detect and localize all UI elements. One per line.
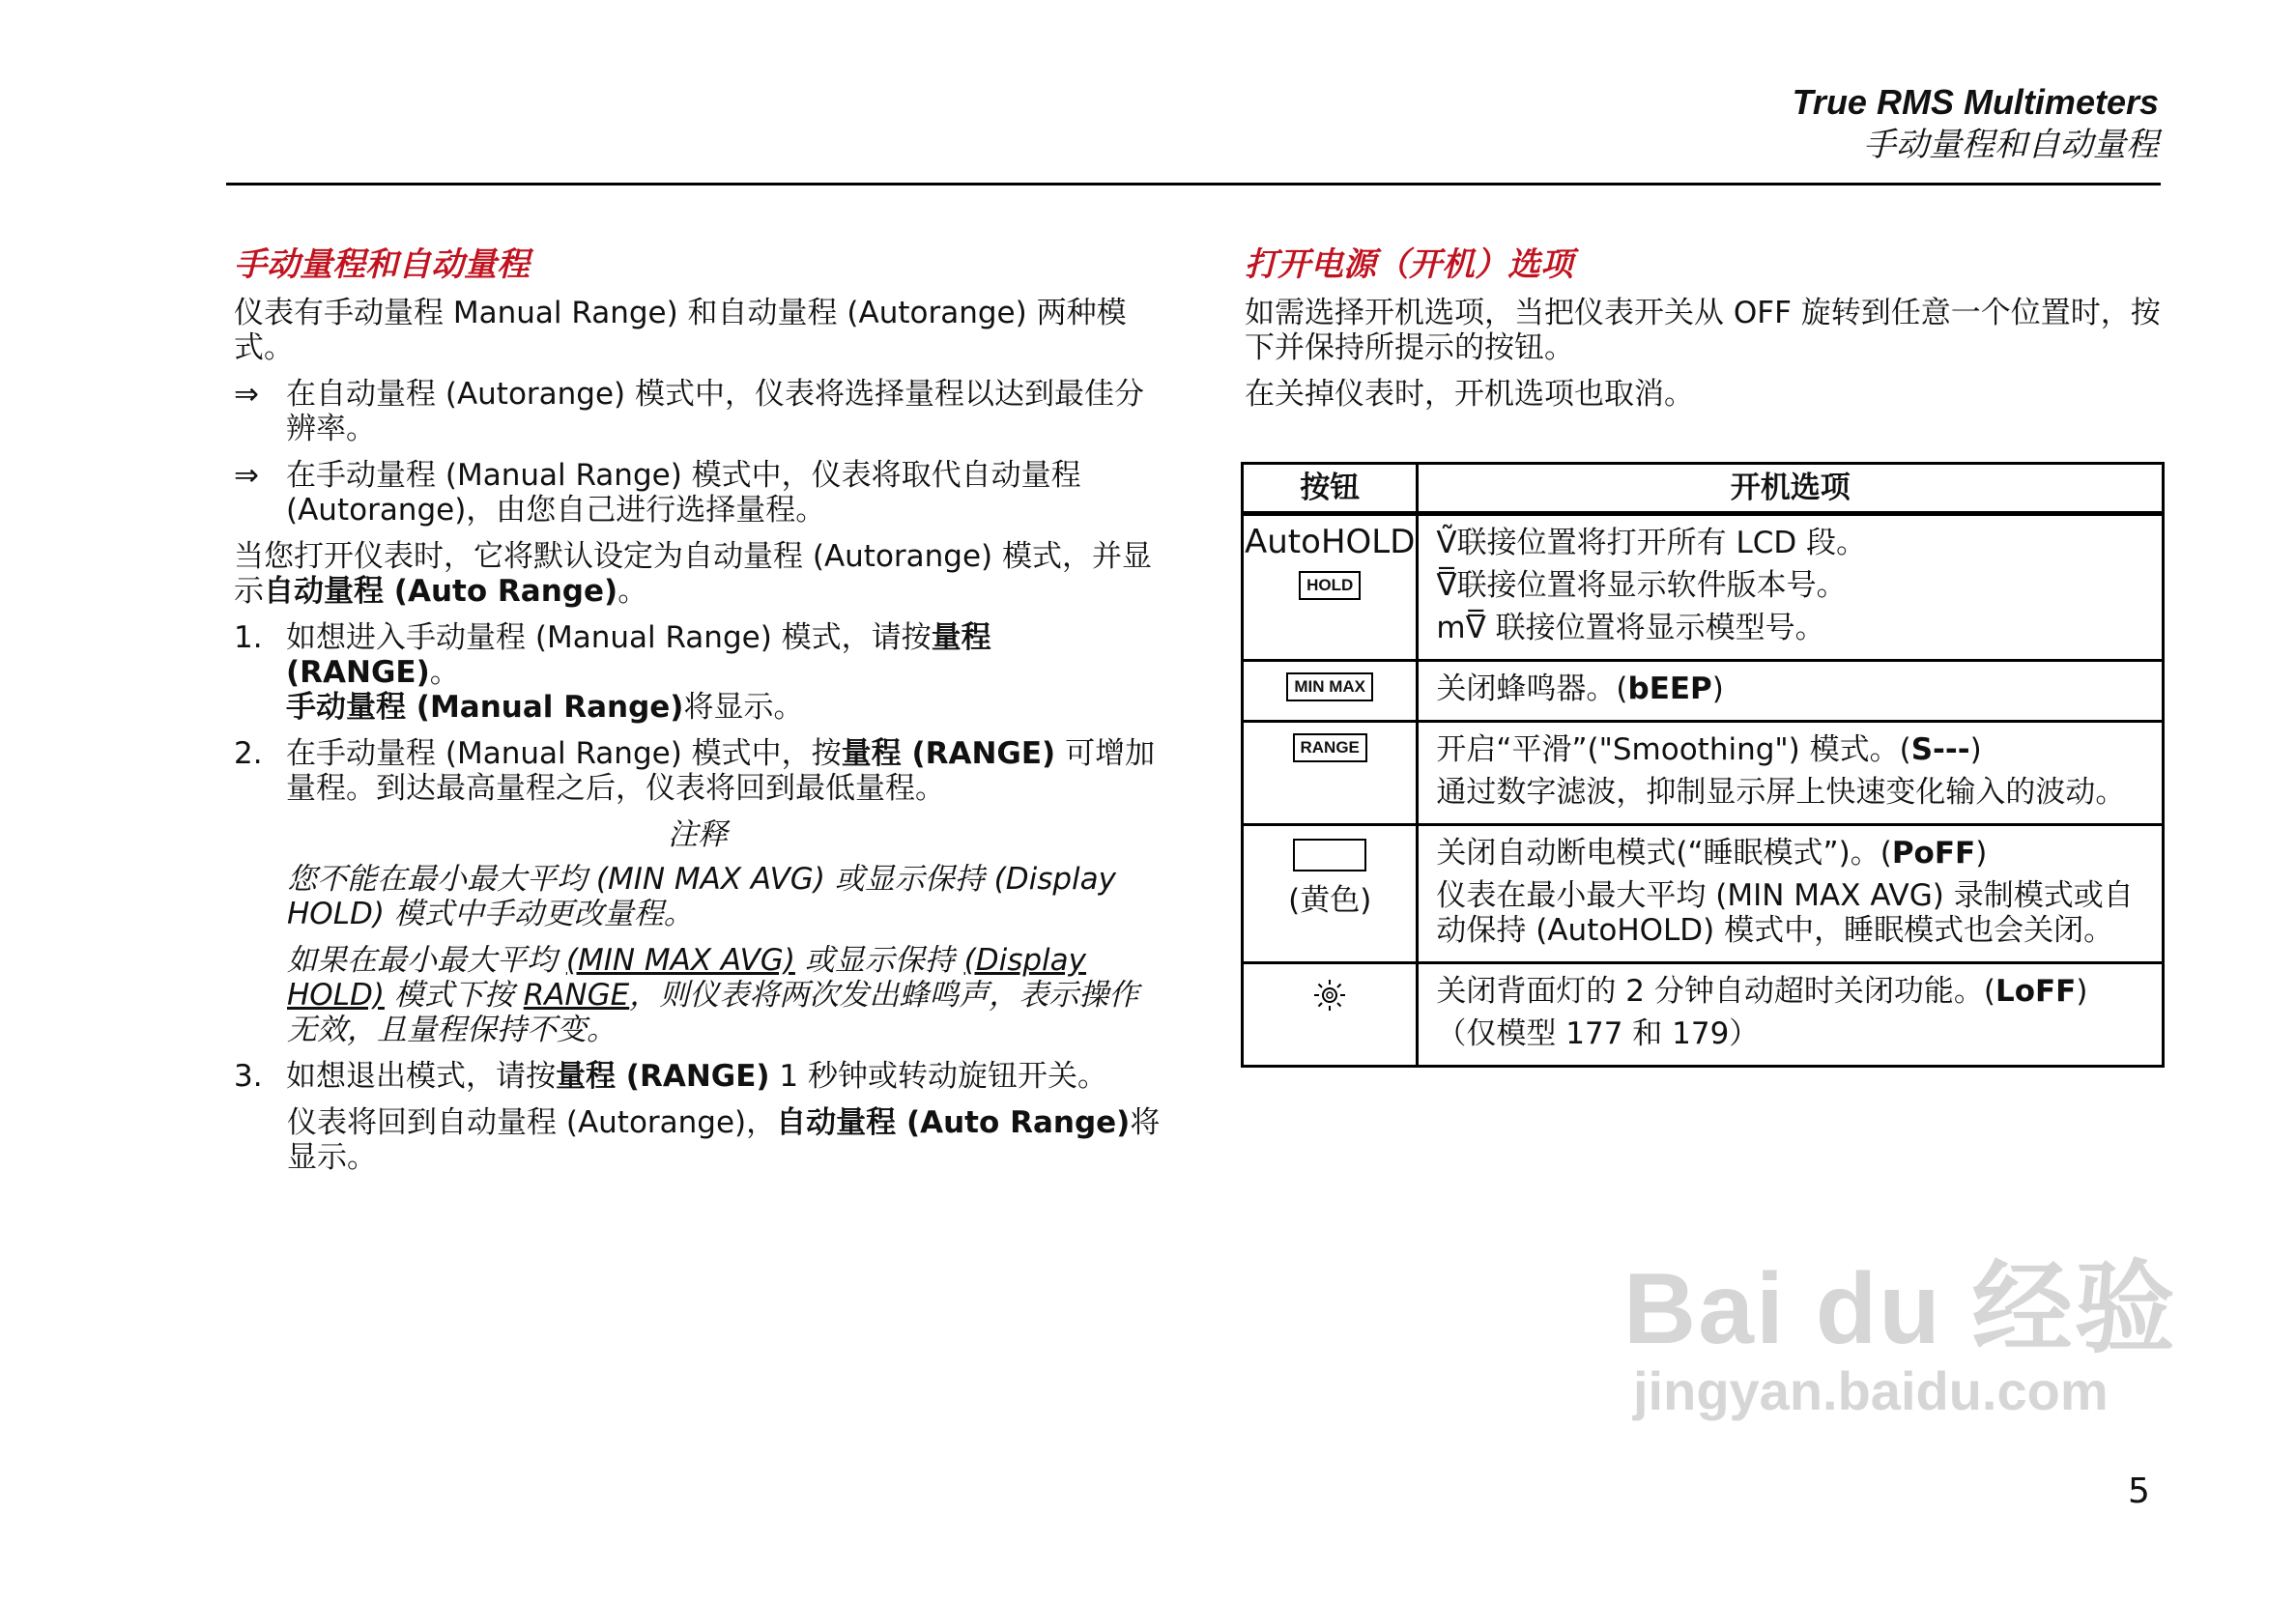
note-2: 如果在最小最大平均 (MIN MAX AVG) 或显示保持 (Display HOLD) 模式下按 RANGE，则仪表将两次发出蜂鸣声，表示操作无效，且量程保持不变。 <box>287 943 1139 1047</box>
step-text: 如想退出模式，请按量程 (RANGE) 1 秒钟或转动旋钮开关。 <box>286 1059 1107 1094</box>
right-column <box>1245 243 2163 423</box>
option-line: （仅模型 177 和 179） <box>1436 1016 1760 1051</box>
page-number: 5 <box>2128 1471 2150 1511</box>
step-number: 3. <box>234 1059 263 1094</box>
note-title: 注释 <box>668 817 728 852</box>
option-line: 关闭自动断电模式(“睡眠模式”)。(PoFF) <box>1436 836 1988 871</box>
section-heading-manual-auto-range: 手动量程和自动量程 <box>234 245 530 284</box>
button-cell <box>1243 514 1418 661</box>
header-title-en: True RMS Multimeters <box>1792 82 2159 122</box>
option-cell <box>1418 661 2164 722</box>
option-line: 开启“平滑”("Smoothing") 模式。(S---) <box>1436 732 1982 767</box>
step-text: 如想进入手动量程 (Manual Range) 模式，请按量程(RANGE)。 手动量程 (Manual Range)将显示。 <box>286 620 991 725</box>
hold-key-icon: HOLD <box>1299 571 1361 600</box>
button-cell <box>1243 825 1418 963</box>
power-on-options-table <box>1241 462 2165 1068</box>
button-cell <box>1243 722 1418 825</box>
bullet-text: 在自动量程 (Autorange) 模式中，仪表将选择量程以达到最佳分辨率。 <box>286 377 1145 446</box>
table-row <box>1243 661 2164 722</box>
option-line: Ṽ联接位置将打开所有 LCD 段。 <box>1436 526 1867 560</box>
step-3 <box>234 1059 1162 1094</box>
autohold-label: AutoHOLD <box>1245 523 1416 561</box>
step-2 <box>234 736 1162 806</box>
option-cell <box>1418 963 2164 1067</box>
option-line: 关闭背面灯的 2 分钟自动超时关闭功能。(LoFF) <box>1436 974 2088 1009</box>
note-1: 您不能在最小最大平均 (MIN MAX AVG) 或显示保持 (Display HOLD) 模式中手动更改量程。 <box>287 862 1116 931</box>
header-rule <box>226 183 2161 186</box>
power-off-paragraph: 在关掉仪表时，开机选项也取消。 <box>1245 377 1694 412</box>
left-column <box>234 243 1162 1186</box>
step-number: 2. <box>234 736 263 771</box>
power-on-paragraph: 如需选择开机选项，当把仪表开关从 OFF 旋转到任意一个位置时，按下并保持所提示的按钮。 <box>1245 296 2161 365</box>
table-row <box>1243 514 2164 661</box>
table-row <box>1243 825 2164 963</box>
table-row <box>1243 722 2164 825</box>
option-line: 关闭蜂鸣器。(bEEP) <box>1436 671 1724 706</box>
section-heading-power-on-options: 打开电源（开机）选项 <box>1245 245 1573 284</box>
step-number: 1. <box>234 620 263 655</box>
step-text: 在手动量程 (Manual Range) 模式中，按量程 (RANGE) 可增加量程。到达最高量程之后，仪表将回到最低量程。 <box>286 736 1156 806</box>
bullet-text: 在手动量程 (Manual Range) 模式中，仪表将取代自动量程 (Autorange)，由您自己进行选择量程。 <box>286 458 1081 528</box>
watermark-line2: jingyan.baidu.com <box>1633 1360 2109 1421</box>
yellow-label: (黄色) <box>1288 883 1372 918</box>
button-cell <box>1243 963 1418 1067</box>
arrow-icon: ⇒ <box>234 377 259 412</box>
watermark-line1: Bai du 经验 <box>1623 1253 2177 1365</box>
intro-paragraph: 仪表有手动量程 Manual Range) 和自动量程 (Autorange) 两种模式。 <box>234 296 1127 365</box>
option-line: mV̿ 联接位置将显示模型号。 <box>1436 611 1825 645</box>
table-row <box>1243 963 2164 1067</box>
option-line: V̿联接位置将显示软件版本号。 <box>1436 568 1847 603</box>
option-cell <box>1418 825 2164 963</box>
table-header-row <box>1243 464 2164 514</box>
arrow-icon: ⇒ <box>234 458 259 493</box>
option-cell <box>1418 722 2164 825</box>
option-line: 仪表在最小最大平均 (MIN MAX AVG) 录制模式或自动保持 (AutoHOLD) 模式中，睡眠模式也会关闭。 <box>1436 878 2134 948</box>
option-cell <box>1418 514 2164 661</box>
step-1 <box>234 620 1162 725</box>
min-max-key-icon: MIN MAX <box>1286 672 1373 701</box>
bullet-manual-range <box>234 458 1162 528</box>
yellow-key-icon <box>1293 839 1366 871</box>
bullet-autorange <box>234 377 1162 446</box>
button-cell <box>1243 661 1418 722</box>
default-mode-paragraph: 当您打开仪表时，它将默认设定为自动量程 (Autorange) 模式，并显示自动量程 (Auto Range)。 <box>234 539 1153 609</box>
backlight-icon <box>1313 979 1346 1019</box>
baidu-watermark <box>1623 1253 2177 1421</box>
header-title-zh: 手动量程和自动量程 <box>1863 126 2159 164</box>
running-header <box>1793 81 2159 166</box>
column-header-option: 开机选项 <box>1418 464 2164 514</box>
range-key-icon: RANGE <box>1293 733 1367 762</box>
column-header-button: 按钮 <box>1243 464 1418 514</box>
step-3-result: 仪表将回到自动量程 (Autorange)，自动量程 (Auto Range)将显示。 <box>287 1105 1161 1175</box>
option-line: 通过数字滤波，抑制显示屏上快速变化输入的波动。 <box>1436 775 2126 810</box>
